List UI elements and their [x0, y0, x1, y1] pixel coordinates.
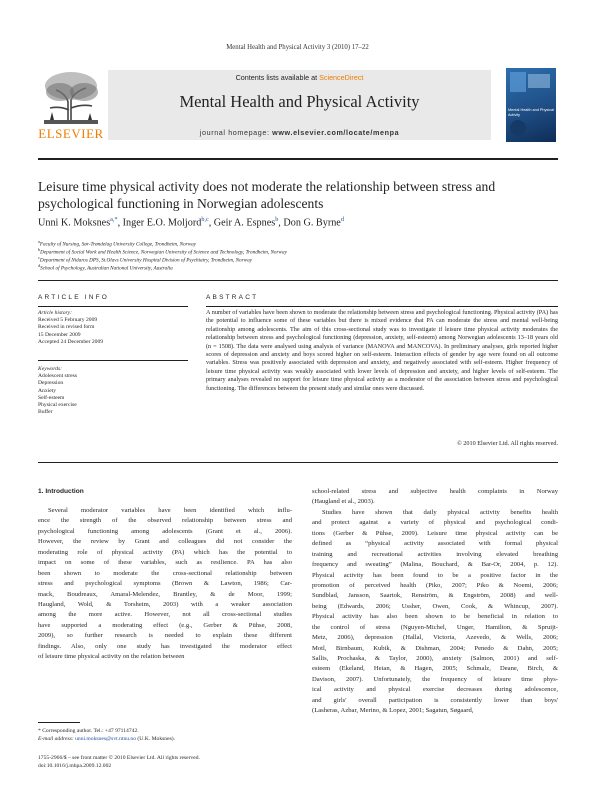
body-text-line: psychological functioning among adolescents (Grant et al., 2006).	[38, 527, 292, 535]
article-info-heading: ARTICLE INFO	[38, 294, 110, 301]
author-affiliation-marker[interactable]: d	[340, 216, 344, 223]
sciencedirect-link[interactable]: ScienceDirect	[319, 73, 364, 82]
body-text-line: and protect against a variety of physical and psychological condi-	[312, 519, 558, 527]
author-affiliation-marker[interactable]: a,*	[110, 216, 118, 223]
homepage-prefix: journal homepage:	[199, 128, 273, 137]
abstract-text: A number of variables have been shown to moderate the relationship between stress and psychological functioning. Physical activity (PA) has the potential to influence some of these variables but there is mixed evidence that PA can moderate the stress and mental well-being relationship among adolescents. The aim of this cross-sectional study was to investigate if leisure time physical activity moderates the relationship between stress and psychological functioning (depression, anxiety, self-esteem) among Norwegian adolescents 13–18 years old (n = 1508). The data were analysed using analysis of variance (MANOVA and MANCOVA). In preliminary analyses, girls reported higher scores of depression and anxiety and boys scored higher on self-esteem. Interaction effects of gender by age were found on all outcome variables. Stress was positively associated with depression and anxiety, and negatively associated with self-esteem. Higher frequency of leisure time physical activity was weakly associated with lower levels of depression and anxiety, and higher levels of self-esteem. The primary analyses revealed no support for leisure time physical activity as a moderator of the association between stress and psychological functioning. The differences between the present study and similar ones were discussed.	[206, 309, 558, 392]
body-text-line: and girls' overall participation is consistently lower than boys'	[312, 696, 558, 704]
author-list	[38, 216, 558, 228]
body-text-line: frequency and sweating” (Malina, Bouchard, & Bar-Or, 2004, p. 12).	[312, 561, 558, 569]
author-separator: ,	[117, 217, 123, 229]
keywords-block	[38, 366, 188, 416]
keyword: Physical exercise	[38, 402, 77, 409]
affiliation-text: School of Psychology, Australian National University, Australia	[40, 265, 173, 272]
body-text-line: Haugland, Wold, & Torsheim, 2003) with a weaker association	[38, 600, 292, 608]
introduction-heading: 1. Introduction	[38, 488, 84, 495]
body-text-line: moderating role of physical activity (PA) which has the potential to	[38, 548, 292, 556]
keyword: Self-esteem	[38, 394, 65, 401]
author-separator: ,	[208, 217, 214, 229]
body-text-line: of leisure time physical activity on the relation between	[38, 653, 185, 661]
article-history	[38, 310, 188, 346]
journal-homepage	[108, 128, 491, 137]
article-title: Leisure time physical activity does not moderate the relationship between stress and psychological functioning in Norwegian adolescents	[38, 179, 496, 211]
history-line: Received in revised form	[38, 324, 95, 331]
author-separator: ,	[278, 217, 284, 229]
intro-left-column	[38, 506, 292, 663]
body-text-line: (Lasheras, Azbar, Merino, & Lopez, 2001; Sagatun, Søgaard,	[312, 707, 474, 715]
header-rule	[38, 158, 558, 160]
affiliation-marker: b	[38, 247, 41, 252]
body-text-line: being (Edwards, 2006; Ussher, Owen, Cook, & Whincup, 2007).	[312, 602, 558, 610]
body-text-line: findings. Also, only one study has investigated the moderator effect	[38, 642, 292, 650]
issn-line: 1755-2966/$ – see front matter © 2010 Elsevier Ltd. All rights reserved.	[38, 755, 200, 761]
keywords-rule	[38, 360, 188, 361]
body-text-line: Sallis, Prochaska, & Taylor, 2000), anxiety (Salmon, 2001) and self-	[312, 655, 558, 662]
doi-line[interactable]: doi:10.1016/j.mhpa.2009.12.002	[38, 763, 112, 769]
body-text-line: (Haugland et al., 2003).	[312, 498, 375, 506]
affiliation-marker: c	[38, 255, 40, 260]
affiliation-d	[38, 262, 558, 273]
body-text-line: defined as “physical activity associated with formal physical	[312, 540, 558, 548]
body-text-line: ence the strength of the observed relationship between stress and	[38, 517, 292, 525]
keyword: Depression	[38, 380, 64, 387]
body-text-line: Davison, 2007). Unfortunately, the frequency of leisure time phys-	[312, 675, 558, 683]
affiliation-marker: a	[38, 239, 40, 244]
abstract-heading: ABSTRACT	[206, 294, 259, 301]
abstract-bottom-rule	[38, 462, 558, 463]
keyword: Buffer	[38, 409, 53, 416]
affiliation-marker: d	[38, 263, 41, 268]
body-text-line: among the more active. However, not all cross-sectional studies	[38, 611, 292, 619]
email-link[interactable]: unni.moksnes@svt.ntnu.no	[75, 736, 137, 742]
author-affiliation-marker[interactable]: b	[275, 216, 279, 223]
journal-name: Mental Health and Physical Activity	[179, 92, 420, 111]
author-name: Inger E.O. Moljord	[122, 217, 202, 229]
body-text-line: school-related stress and subjective health complaints in Norway	[312, 488, 558, 495]
affiliation-text: Department of Nidaros DPS, St.Olavs University Hospital Division of Psychiatry, Trondheim, Norway	[39, 257, 253, 264]
body-text-line: impact on some of these variables, such as resilience. PA has also	[38, 559, 292, 567]
article-info-rule	[38, 306, 188, 307]
body-text-line: ical activity and physical exercise decreases during adolescence,	[312, 686, 558, 694]
body-text-line: esteem (Ekeland, Heian, & Hagen, 2005; Schmalz, Deane, Birch, &	[312, 665, 558, 673]
body-text-line: tions (Gerber & Pühse, 2009). Leisure time physical activity can be	[312, 529, 558, 537]
author-name: Geir A. Espnes	[213, 217, 276, 229]
corresponding-author: * Corresponding author. Tel.: +47 97114742.	[38, 728, 139, 734]
homepage-url[interactable]: www.elsevier.com/locate/menpa	[272, 128, 400, 137]
body-text-line: Studies have shown that daily physical activity benefits health	[322, 508, 558, 516]
body-text-line: Metz, 2006), depression (Hallal, Victoria, Azevedo, & Wells, 2006;	[312, 634, 558, 642]
keyword: Anxiety	[38, 387, 57, 394]
footnote-rule	[38, 722, 80, 723]
publisher-name: ELSEVIER	[38, 126, 104, 141]
abstract-copyright: © 2010 Elsevier Ltd. All rights reserved.	[457, 440, 558, 447]
body-text-line: Several moderator variables have been identified which influ-	[48, 507, 292, 514]
email-label: E-mail address:	[38, 736, 76, 742]
body-text-line: training and recreational activities involving elevated breathing	[312, 550, 558, 558]
body-text-line: Physical activity has been found to be a positive factor in the	[312, 571, 558, 579]
affiliation-rule	[38, 280, 558, 281]
email-suffix: (U.K. Moksnes).	[136, 736, 176, 742]
abstract-rule	[206, 306, 558, 307]
history-label: Article history:	[38, 310, 73, 316]
intro-right-column	[312, 487, 558, 717]
affiliation-text: Department of Social Work and Health Science, Norwegian University of Science and Technology, Trondheim, Norway	[40, 249, 287, 256]
body-text-line: promotion of perceived health (Piko, 2007; Piko & Noemi, 2006;	[312, 581, 558, 589]
body-text-line: However, the review by Grant and colleagues did not consider the	[38, 538, 292, 546]
contents-available-line	[108, 73, 491, 82]
cover-title: Mental Health and Physical Activity	[508, 108, 555, 117]
body-text-line: been shown to moderate the cross-sectional relationship between	[38, 569, 292, 577]
body-text-line: 2009), so further research is needed to explain these different	[38, 632, 292, 640]
email-line	[38, 735, 298, 743]
history-line: Received 5 February 2009	[38, 317, 98, 324]
body-text-line: mack, Boudreaux, Amaral-Melendez, Brantley, & de Moor, 1999;	[38, 590, 292, 598]
contents-prefix: Contents lists available at	[235, 73, 320, 82]
history-line: 15 December 2009	[38, 331, 81, 338]
history-line: Accepted 24 December 2009	[38, 338, 104, 345]
issn-block	[38, 754, 298, 770]
body-text-line: Sundblad, Jansson, Saartok, Renström, & Engström, 2008) and well-	[312, 592, 558, 600]
body-text-line: have supported a moderating effect (e.g., Gerber & Pühse, 2008,	[38, 621, 292, 629]
body-text-line: the control of stress (Nguyen-Michel, Unger, Hamilton, & Spruijt-	[312, 623, 558, 631]
affiliation-text: Faculty of Nursing, Sør-Trøndelag University College, Trondheim, Norway	[39, 241, 197, 248]
keyword: Adolescent stress	[38, 373, 77, 380]
body-text-line: Motl, Birnbaum, Kubik, & Dishman, 2004; Penedo & Dahn, 2005;	[312, 644, 558, 652]
footnote	[38, 727, 298, 743]
keywords-label: Keywords:	[38, 366, 63, 372]
author-name: Unni K. Moksnes	[38, 217, 111, 229]
author-name: Don G. Byrne	[283, 217, 341, 229]
journal-cover-image	[506, 68, 556, 142]
author-affiliation-marker[interactable]: b,c	[201, 216, 209, 223]
body-text-line: Physical activity has also been shown to be beneficial in relation to	[312, 613, 558, 621]
body-text-line: stress and psychological symptoms (Brown & Lawton, 1986; Car-	[38, 580, 292, 588]
running-head: Mental Health and Physical Activity 3 (2010) 17–22	[226, 44, 369, 51]
